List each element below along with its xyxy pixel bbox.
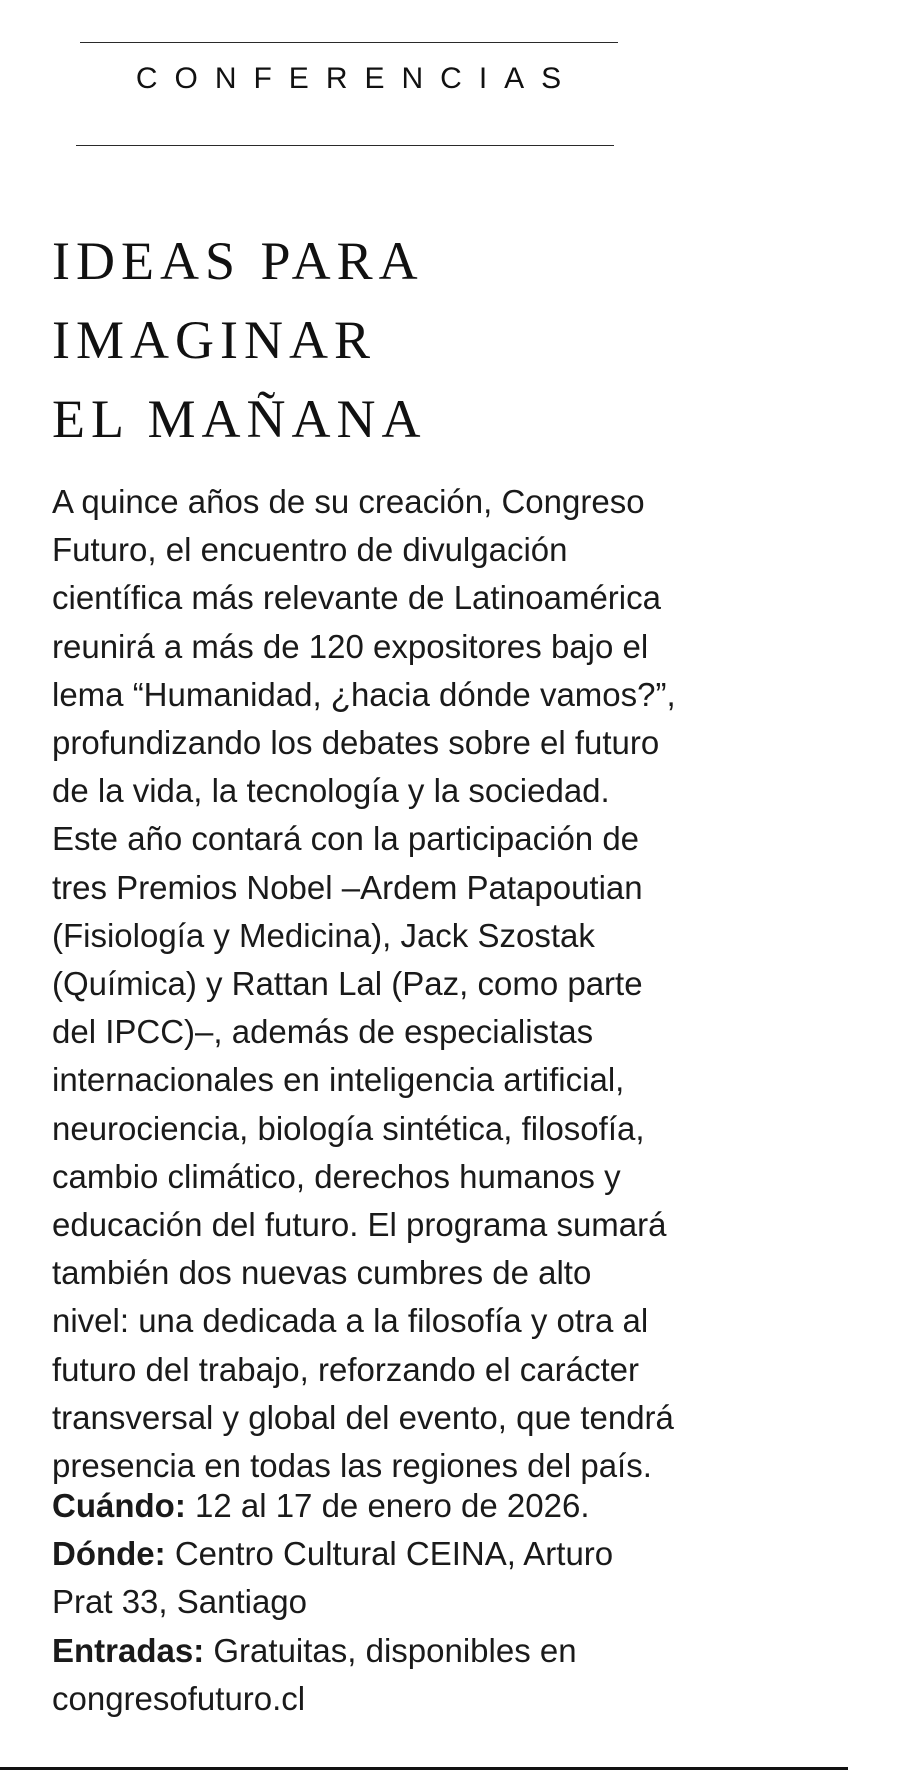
event-tickets [52, 1627, 812, 1675]
tickets-value: Gratuitas, disponibles en [204, 1631, 577, 1669]
body-line: Este año contará con la participación de [52, 820, 640, 858]
when-value: 12 al 17 de enero de 2026. [185, 1487, 590, 1524]
body-line: reunirá a más de 120 expositores bajo el [52, 627, 649, 665]
body-line: de la vida, la tecnología y la sociedad. [52, 772, 610, 810]
body-line: educación del futuro. El programa sumará [52, 1206, 667, 1244]
body-line: también dos nuevas cumbres de alto [52, 1254, 592, 1292]
where-value: Centro Cultural CEINA, Arturo [165, 1535, 614, 1573]
body-line: A quince años de su creación, Congreso [52, 483, 645, 520]
top-divider [80, 42, 618, 43]
body-line: neurociencia, biología sintética, filosofía, [52, 1109, 645, 1147]
body-line: científica más relevante de Latinoamérica [52, 579, 661, 617]
headline-line: IMAGINAR [52, 310, 376, 370]
body-line: cambio climático, derechos humanos y [52, 1157, 621, 1195]
event-website: congresofuturo.cl [52, 1679, 306, 1717]
section-divider [76, 145, 614, 146]
where-label: Dónde: [52, 1535, 166, 1573]
body-line: (Química) y Rattan Lal (Paz, como parte [52, 965, 643, 1003]
body-line: profundizando los debates sobre el futuro [52, 724, 660, 762]
body-line: futuro del trabajo, reforzando el carácter [52, 1350, 639, 1388]
tickets-label: Entradas: [52, 1631, 205, 1669]
body-line: lema “Humanidad, ¿hacia dónde vamos?”, [52, 675, 676, 713]
body-line: internacionales en inteligencia artificial, [52, 1061, 625, 1099]
event-venue-continued: Prat 33, Santiago [52, 1583, 308, 1621]
article-headline [52, 222, 426, 459]
headline-line: EL MAÑANA [52, 389, 427, 449]
headline-line: IDEAS PARA [52, 231, 424, 291]
event-date [52, 1482, 812, 1530]
body-line: del IPCC)–, además de especialistas [52, 1013, 594, 1051]
event-details [52, 1482, 812, 1723]
when-label: Cuándo: [52, 1487, 186, 1524]
event-venue [52, 1530, 812, 1578]
body-line: (Fisiología y Medicina), Jack Szostak [52, 916, 595, 954]
body-line: nivel: una dedicada a la filosofía y otra al [52, 1302, 649, 1340]
page-bottom-divider [0, 1767, 848, 1770]
body-line: Futuro, el encuentro de divulgación [52, 531, 568, 569]
body-line: presencia en todas las regiones del país. [52, 1447, 652, 1485]
body-line: transversal y global del evento, que tendrá [52, 1398, 674, 1436]
section-label: CONFERENCIAS [135, 62, 579, 95]
article-body [52, 478, 812, 1490]
body-line: tres Premios Nobel –Ardem Patapoutian [52, 868, 643, 906]
